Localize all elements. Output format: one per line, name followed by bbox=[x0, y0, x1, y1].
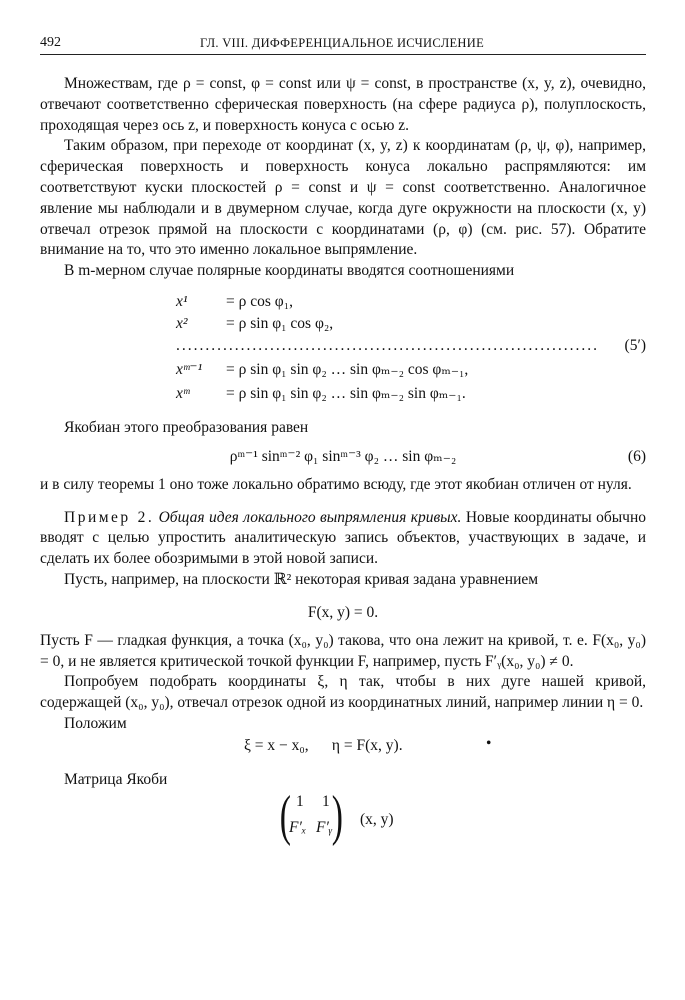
stray-dot: • bbox=[486, 734, 492, 752]
paragraph-7: Пусть F — гладкая функция, а точка (x₀, y₀) такова, что она лежит на кривой, т. е. F(x₀, y₀) = 0, и не является критической точкой функции F, например, пусть F′ᵧ(x₀, y₀) ≠ 0. bbox=[40, 631, 646, 670]
matrix-cell: 1 bbox=[296, 792, 304, 810]
equation-rhs: = ρ sin φ₁ sin φ₂ … sin φₘ₋₂ sin φₘ₋₁. bbox=[226, 384, 466, 402]
equation-formula: F(x, y) = 0. bbox=[307, 603, 379, 621]
paragraph-9: Положим bbox=[64, 714, 127, 732]
running-title: ГЛ. VIII. ДИФФЕРЕНЦИАЛЬНОЕ ИСЧИСЛЕНИЕ bbox=[200, 36, 485, 50]
equation-lhs: x¹ bbox=[176, 292, 188, 310]
curve-equation bbox=[40, 591, 646, 631]
paragraph-8: Попробуем подобрать координаты ξ, η так, чтобы в них дуге нашей кривой, содержащей (x₀, y₀), отвечал отрезок одной из координатных линий, например линии η = 0. bbox=[40, 673, 646, 712]
paragraph-10: Матрица Якоби bbox=[64, 770, 168, 788]
matrix-cell: F′ᵧ bbox=[316, 818, 333, 836]
paragraph-4: Якобиан этого преобразования равен bbox=[64, 418, 309, 436]
left-paren: ( bbox=[279, 784, 291, 847]
equation-rhs: = ρ cos φ₁, bbox=[226, 292, 293, 310]
equation-number: (5′) bbox=[624, 336, 646, 354]
paragraph-1: Множествам, где ρ = const, φ = const или ψ = const, в пространстве (x, y, z), очевидно, отвечают соответственно сферическая поверхность (на сфере радиуса ρ), полуплоскость, проходящая через ось z, и поверхность конуса с осью z. bbox=[40, 75, 646, 134]
equation-lhs: xᵐ bbox=[176, 384, 190, 402]
equation-rhs: = ρ sin φ₁ sin φ₂ … sin φₘ₋₂ cos φₘ₋₁, bbox=[226, 360, 469, 378]
substitution-equation: ξ = x − x₀, η = F(x, y). bbox=[244, 736, 403, 754]
example-label: Пример 2. bbox=[64, 508, 155, 526]
paragraph-5: и в силу теоремы 1 оно тоже локально обратимо всюду, где этот якобиан отличен от нуля. bbox=[40, 475, 632, 493]
equation-lhs: xᵐ⁻¹ bbox=[176, 360, 203, 378]
paragraph-2: Таким образом, при переходе от координат (x, y, z) к координатам (ρ, ψ, φ), например, сферическая поверхность и поверхность конуса локально распрямляются: им соответствуют куски плоскостей ρ = const и ψ = const соответственно. Аналогичное явление мы наблюдали и в двумерном случае, когда дуге окружности на плоскости (x, y) отвечал отрезок прямой на плоскости с координатами (ρ, φ) (см. рис. 57). Обратите внимание на то, что это именно локальное выпрямление. bbox=[40, 137, 646, 259]
polar-coordinates-system bbox=[40, 286, 646, 414]
page-body bbox=[40, 74, 646, 866]
jacobian-equation bbox=[40, 439, 646, 475]
matrix-cell: F′ₓ bbox=[289, 818, 307, 836]
matrix-cell: 1 bbox=[322, 792, 330, 810]
right-paren: ) bbox=[331, 784, 343, 847]
example-title: Общая идея локального выпрямления кривых. bbox=[158, 508, 462, 526]
equation-rhs: = ρ sin φ₁ cos φ₂, bbox=[226, 314, 334, 332]
matrix-argument: (x, y) bbox=[360, 810, 394, 828]
equation-number: (6) bbox=[627, 447, 646, 465]
example-paragraph bbox=[40, 508, 646, 570]
example-text: Новые координаты обычно вводят с целью упростить аналитическую запись объектов, участвующих в задаче, и сделать их более обозримыми в этой новой записи. bbox=[40, 508, 646, 568]
page-number: 492 bbox=[40, 35, 61, 50]
substitution-block bbox=[40, 714, 646, 762]
jacobi-matrix bbox=[40, 786, 646, 866]
ellipsis-row: ........................................................................ bbox=[176, 336, 599, 354]
paragraph-6: Пусть, например, на плоскости ℝ² некоторая кривая задана уравнением bbox=[64, 570, 539, 588]
page-header bbox=[40, 34, 646, 55]
jacobi-label-line bbox=[40, 762, 646, 786]
equation-lhs: x² bbox=[176, 314, 188, 332]
equation-formula: ρᵐ⁻¹ sinᵐ⁻² φ₁ sinᵐ⁻³ φ₂ … sin φₘ₋₂ bbox=[229, 447, 457, 465]
paragraph-3: В m-мерном случае полярные координаты вводятся соотношениями bbox=[64, 262, 515, 280]
